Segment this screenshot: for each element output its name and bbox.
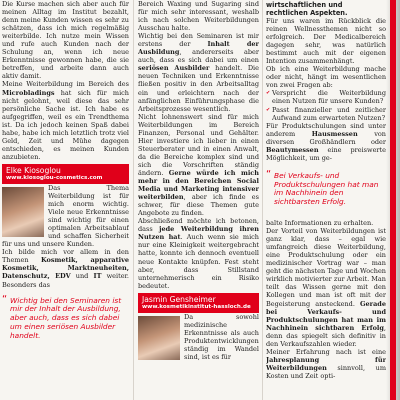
list-item: ✔ Verspricht die Weiterbildung einen Nutzen für unsere Kunden? xyxy=(266,89,386,105)
text: Meine Weiterbildung im Bereich des xyxy=(2,80,129,89)
text: Abschließend möchte ich betonen, dass xyxy=(138,217,259,234)
paragraph-heading: wirtschaftlichen und rechtlichen Aspekten. xyxy=(266,1,348,17)
paragraph xyxy=(2,248,129,288)
column-3 xyxy=(266,0,386,400)
text: Wichtig bei den Seminaren ist mir erstens der xyxy=(138,32,259,49)
paragraph xyxy=(266,122,386,162)
interview-box-kiosoglou xyxy=(2,164,129,289)
quote-text: Wichtig bei den Seminaren ist mir der Inhalt der Ausbildung, aber auch, dass es sich dabei um einen seriösen Ausbilder handelt. xyxy=(10,295,122,340)
quote-mark-icon: “ xyxy=(266,168,272,180)
text: Der Vorteil von Weiterbildungen ist ganz klar, dass – egal wie umfangreich diese Weiterbildung, eine Produktschulung oder ein medizinischer Vortrag war – man geht die nächsten Tage und Wochen wirklich motivierter zur Arbeit. Man teilt das Wissen gerne mit den Kollegen und man ist oft mit der Begeisterung ansteckend. xyxy=(266,227,386,308)
paragraph xyxy=(2,80,129,160)
column-2 xyxy=(138,0,259,400)
bold-text: jede Weiterbildung ihren Nutzen hat xyxy=(138,225,259,242)
column-divider xyxy=(262,0,263,400)
quote-text: Bei Verkaufs- und Produktschulungen hat man im Nachhinein den sichtbarsten Erfolg. xyxy=(274,170,379,207)
paragraph: Das Thema Weiterbildung ist für mich enorm wichtig. Viele neue Erkenntnisse sind wichtig für einen optimalen Arbeitsablauf und schaffen Sicherheit für uns und unsere Kunden. xyxy=(2,183,129,249)
text: , andererseits aber auch, dass es sich dabei um einen xyxy=(138,48,259,65)
paragraph xyxy=(138,32,259,112)
bold-text: Kosmetik, apparative Kosmetik, Marktneuheiten, Datenschutz, EDV xyxy=(2,256,129,281)
paragraph xyxy=(266,227,386,348)
pull-quote xyxy=(266,168,386,207)
text: . Auch wenn sie mich nur eine Kleinigkeit weitergebracht hatte, konnte ich dennoch eventuell neue Kontakte knüpfen. Fest steht aber, dass Stillstand unternehmerisch ein Risiko bedeutet. xyxy=(138,233,259,290)
bold-text: Gerade bei Verkaufs- und Produktschulungen hat man im Nachhinein sichtbaren Erfolg xyxy=(266,299,386,332)
interviewee-website-link[interactable]: www.kosmetikinstitut-hassloch.de xyxy=(142,303,251,310)
text: und xyxy=(70,272,94,281)
criteria-list xyxy=(266,89,386,121)
paragraph: Ob ich eine Weiterbildung mache oder nicht, hängt im wesentlichen von zwei Fragen ab: xyxy=(266,65,386,90)
bold-text: Hausmessen xyxy=(311,129,358,138)
interview-box-gensheimer xyxy=(138,293,259,361)
interview-body xyxy=(138,313,259,361)
text: , aber ich finde es schwer, für diese Themen gute Angebote zu finden. xyxy=(138,193,259,218)
page-edge-accent xyxy=(390,0,396,400)
paragraph xyxy=(266,348,386,380)
interview-header xyxy=(2,164,129,184)
bold-text: Microbladings xyxy=(2,88,55,97)
list-item: ✔ Passt finanzieller und zeitlicher Aufwand zum erwarteten Nutzen? xyxy=(266,106,386,122)
interviewee-name: Elke Kiosoglou xyxy=(6,165,61,175)
text: sinnvoll, um Kosten und Zeit opti- xyxy=(266,363,386,380)
text: eine preiswerte Möglichkeit, um ge- xyxy=(266,145,386,162)
column-1 xyxy=(2,0,129,400)
text: von diversen Großhändlern oder xyxy=(266,129,386,146)
paragraph: Da sowohl medizinische Erkenntnisse als auch Produktentwicklungen ständig im Wandel sind, ist es für xyxy=(184,312,259,361)
paragraph: Für uns waren im Rückblick die reinen Wellnessthemen nicht so erfolgreich. Der Medicalbereich dagegen sehr, was natürlich bestimmt auch mit der eigenen Intention zusammenhängt. xyxy=(266,17,386,66)
text: Meiner Erfahrung nach ist eine xyxy=(266,347,386,356)
portrait-photo xyxy=(2,187,44,237)
paragraph xyxy=(138,217,259,289)
quote-mark-icon: “ xyxy=(2,293,8,305)
interview-body xyxy=(2,184,129,289)
interview-header xyxy=(138,293,259,313)
text: Nicht lohnenswert sind für mich Weiterbildungen im Bereich Finanzen, Personal und Gehälter. Hier investiere ich lieber in einen Steuerberater und in einen Anwalt, da die Bereiche komplex sind und sich die Vorschriften ständig ändern. xyxy=(138,112,259,177)
interviewee-name: Jasmin Gensheimer xyxy=(142,294,216,304)
text: weiter. Besonders das xyxy=(2,272,129,289)
text: , denn das spiegelt sich definitiv in den Verkaufszahlen wieder. xyxy=(266,323,386,348)
paragraph xyxy=(138,113,259,218)
bold-text: Beautymessen xyxy=(266,145,319,154)
text: Für Produktschulungen sind unter anderem xyxy=(266,121,386,138)
column-divider xyxy=(133,0,134,400)
paragraph: Die Kurse machen sich aber auch für meinen Alltag im Institut bezahlt, denn meine Kunden wissen es sehr zu schätzen, dass ich mich regelmäßig weiterbilde. Ich nutze mein Wissen und rufe auch Kunden nach der Schulung an, wenn ich neue Erkenntnisse gewonnen habe, die sie betreffen, und arbeite dann auch aktiv damit. xyxy=(2,0,129,81)
text: Ich bilde mich vor allem in den Themen xyxy=(2,248,129,265)
paragraph: balte Informationen zu erhalten. xyxy=(266,219,374,228)
interviewee-website-link[interactable]: www.kiosoglou-cosmetics.com xyxy=(6,174,103,181)
bold-text: Inhalt der Ausbildung xyxy=(138,40,259,57)
bold-text: Gerne würde ich mich mehr in den Bereichen Social Media und Marketing intensiver weiterbilden xyxy=(138,168,259,202)
text: handelt. Die neuen Techniken und Erkenntnisse fließen positiv in den Arbeitsalltag ein und erleichtern nach der anfänglichen Einführungsphase die Arbeitsprozesse wesentlich. xyxy=(138,64,259,113)
pull-quote xyxy=(2,293,129,341)
bold-text: seriösen Ausbilder xyxy=(138,64,210,73)
text: hat sich für mich nicht gelohnt, weil diese das sehr persönliche Sache ist. Ich habe es aufgegriffen, weil es ein Trendthema ist. Da ich jedoch keinen Spaß dabei habe, habe ich mich letztlich trotz viel Geld, Zeit und Mühe dagegen entschieden, es meinen Kunden anzubieten. xyxy=(2,88,129,161)
paragraph: Bereich Waxing und Sugaring sind für mich sehr interessant, weshalb ich nach solchen Weiterbildungen Ausschau halte. xyxy=(138,0,259,33)
bold-text: IT xyxy=(93,272,102,281)
bold-text: Jahresplanung für Weiterbildungen xyxy=(266,355,386,372)
portrait-photo xyxy=(138,316,180,360)
